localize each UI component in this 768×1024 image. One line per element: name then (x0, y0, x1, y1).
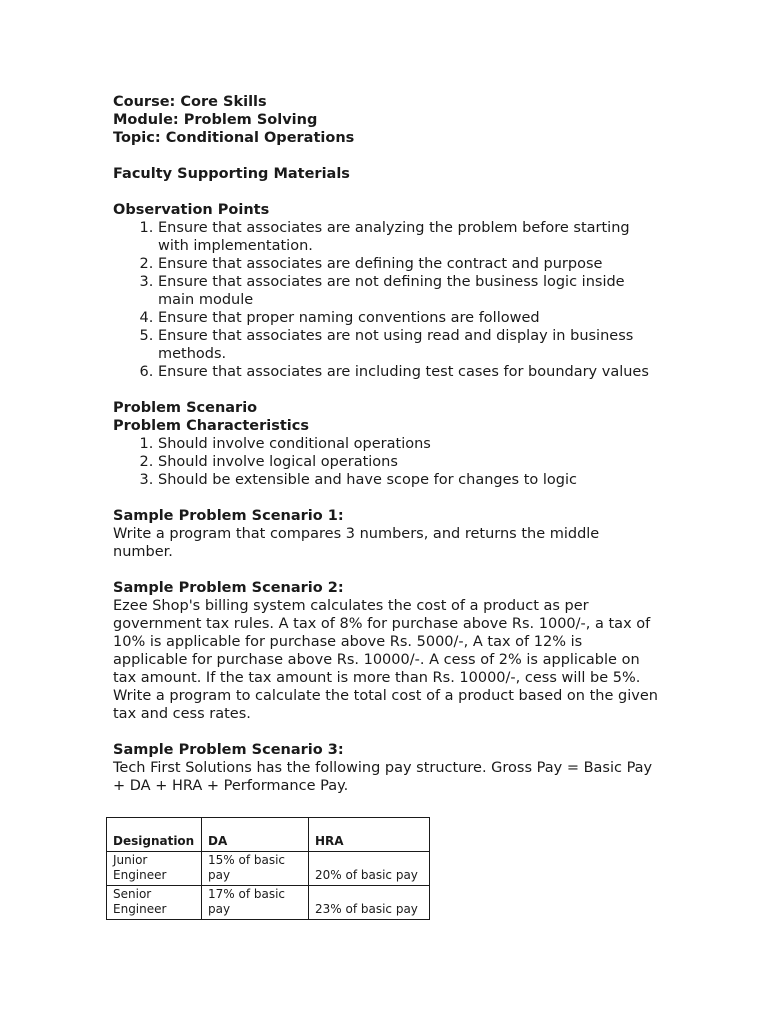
scenario3-heading: Sample Problem Scenario 3: (113, 742, 344, 758)
course-line: Course: Core Skills (113, 94, 267, 110)
list-item: 1. Should involve conditional operations (158, 435, 658, 453)
module-line: Module: Problem Solving (113, 112, 318, 128)
faculty-heading: Faculty Supporting Materials (113, 166, 350, 182)
topic-line: Topic: Conditional Operations (113, 130, 355, 146)
table-header-row (107, 818, 430, 852)
list-item: 5. Ensure that associates are not using read and display in business methods. (158, 327, 658, 363)
pay-structure-table (106, 817, 430, 920)
list-item: 4. Ensure that proper naming conventions are followed (158, 309, 658, 327)
table-cell: Junior Engineer (107, 852, 202, 886)
table-row (107, 852, 430, 886)
list-item: 2. Should involve logical operations (158, 453, 658, 471)
list-item: 6. Ensure that associates are including test cases for boundary values (158, 363, 658, 381)
document-content (113, 93, 658, 795)
characteristics-list (113, 435, 658, 489)
list-item: 2. Ensure that associates are defining the contract and purpose (158, 255, 658, 273)
observation-list (113, 219, 658, 381)
table-header-cell: Designation (107, 818, 202, 852)
table-cell: 15% of basic pay (202, 852, 309, 886)
table-cell: 17% of basic pay (202, 886, 309, 920)
scenario1-text: Write a program that compares 3 numbers, and returns the middle number. (113, 526, 600, 560)
list-item: 3. Should be extensible and have scope for changes to logic (158, 471, 658, 489)
problem-characteristics-heading: Problem Characteristics (113, 418, 310, 434)
list-item: 3. Ensure that associates are not defining the business logic inside main module (158, 273, 658, 309)
scenario3-text: Tech First Solutions has the following pay structure. Gross Pay = Basic Pay + DA + HRA + Performance Pay. (113, 760, 653, 794)
table-row (107, 886, 430, 920)
scenario2-heading: Sample Problem Scenario 2: (113, 580, 344, 596)
scenario2-text: Ezee Shop's billing system calculates the cost of a product as per government tax rules. A tax of 8% for purchase above Rs. 1000/-, a tax of 10% is applicable for purchase above Rs. 5000/-, A tax of 12% is applicable for purchase above Rs. 10000/-. A cess of 2% is applicable on tax amount. If the tax amount is more than Rs. 10000/-, cess will be 5%. Write a program to calculate the total cost of a product based on the given tax and cess rates. (113, 598, 658, 722)
observation-heading: Observation Points (113, 202, 270, 218)
scenario1-heading: Sample Problem Scenario 1: (113, 508, 344, 524)
table-cell: Senior Engineer (107, 886, 202, 920)
table-header-cell: HRA (309, 818, 430, 852)
list-item: 1. Ensure that associates are analyzing the problem before starting with implementation. (158, 219, 658, 255)
problem-scenario-heading: Problem Scenario (113, 400, 258, 416)
table-header-cell: DA (202, 818, 309, 852)
table-cell: 20% of basic pay (309, 852, 430, 886)
table-cell: 23% of basic pay (309, 886, 430, 920)
